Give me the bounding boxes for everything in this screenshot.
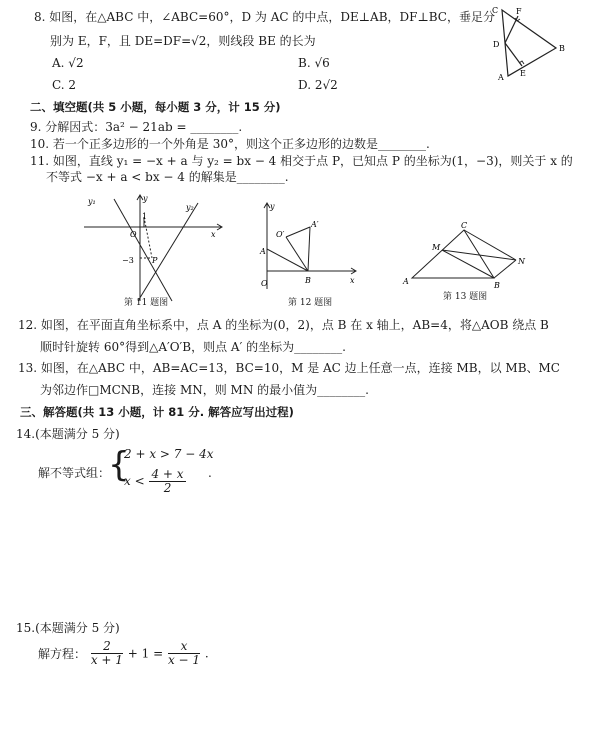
section2-title: 二、填空题(共 5 小题，每小题 3 分，计 15 分) xyxy=(30,100,281,114)
q8-label-d: D xyxy=(493,40,500,49)
q8-line1: 8. 如图，在△ABC 中，∠ABC=60°，D 为 AC 的中点，DE⊥AB，DF⊥BC，垂足分 xyxy=(34,10,495,24)
q14-ineq2-lhs: x < xyxy=(124,474,145,488)
q15-header: 15.(本题满分 5 分) xyxy=(16,621,120,635)
fig11-label-y1: y₁ xyxy=(88,197,96,206)
q14-brace: { xyxy=(108,445,130,485)
fig11-caption: 第 11 题图 xyxy=(124,298,169,308)
fig13-segment-bn xyxy=(494,260,516,278)
q15-fraction-2 xyxy=(168,640,200,667)
fig11-label-p: P xyxy=(152,256,158,265)
q8-label-c: C xyxy=(492,6,499,15)
q12-line2: 顺时针旋转 60°得到△A′O′B，则点 A′ 的坐标为________. xyxy=(40,340,346,354)
fig13-caption: 第 13 题图 xyxy=(443,292,488,302)
q15-prefix: 解方程： xyxy=(38,647,87,661)
q14-header: 14.(本题满分 5 分) xyxy=(16,427,120,441)
fig11-dash-vertical xyxy=(144,217,152,258)
fig13-label-b: B xyxy=(494,281,500,290)
fig11-graph xyxy=(80,193,230,313)
fig13-label-m: M xyxy=(432,243,441,252)
q11-line2: 不等式 −x + a < bx − 4 的解集是________. xyxy=(46,170,289,184)
fig11-label-minus3: −3 xyxy=(122,256,134,265)
fig12-label-y: y xyxy=(270,202,275,211)
q8-triangle-abc xyxy=(502,10,556,76)
fig11-label-y: y xyxy=(143,194,148,203)
q14-fraction-num: 4 + x xyxy=(151,467,184,481)
q11-line1: 11. 如图，直线 y₁ = −x + a 与 y₂ = bx − 4 相交于点 P，已知点 P 的坐标为(1，−3)，则关于 x 的 xyxy=(30,154,573,168)
fig12-segment-bap xyxy=(308,227,310,271)
q8-option-a: A. √2 xyxy=(52,56,84,70)
q9-text: 9. 分解因式：3a² − 21ab = ________. xyxy=(30,120,243,134)
fig13-graph xyxy=(398,220,538,290)
fig12-label-op: O′ xyxy=(276,230,285,239)
fig12-segment-bop xyxy=(286,237,308,271)
fig13-segment-mn xyxy=(442,250,516,260)
q14-fraction xyxy=(149,468,185,495)
fig12-segment-opap xyxy=(286,227,310,237)
fig12-label-a: A xyxy=(260,247,266,256)
q8-label-a: A xyxy=(498,73,504,82)
q8-option-d: D. 2√2 xyxy=(298,78,338,92)
fig11-label-x: x xyxy=(211,230,216,239)
fig11-label-o: O xyxy=(130,230,137,239)
fig12-segment-ab xyxy=(267,249,308,271)
q15-fraction-1-num: 2 xyxy=(91,640,123,654)
q14-prefix: 解不等式组： xyxy=(38,466,111,480)
q15-end: . xyxy=(204,646,209,661)
fig11-label-1: 1 xyxy=(142,212,148,221)
fig11-label-y2: y₂ xyxy=(186,203,194,212)
fig12-caption: 第 12 题图 xyxy=(288,298,333,308)
fig13-segment-mb xyxy=(442,250,494,278)
q15-mid: + 1 = xyxy=(127,646,164,661)
fig13-label-c: C xyxy=(461,221,468,230)
fig13-triangle-abc xyxy=(412,230,494,278)
q13-line2: 为邻边作□MCNB，连接 MN，则 MN 的最小值为________. xyxy=(40,383,369,397)
fig12-label-b: B xyxy=(305,276,311,285)
q12-line1: 12. 如图，在平面直角坐标系中，点 A 的坐标为(0，2)，点 B 在 x 轴上，AB=4，将△AOB 绕点 B xyxy=(18,318,549,332)
q14-ineq2 xyxy=(124,468,187,495)
q15-fraction-1-den: x + 1 xyxy=(90,653,123,667)
q8-label-e: E xyxy=(520,69,526,78)
q8-line2: 别为 E，F，且 DE=DF=√2，则线段 BE 的长为 xyxy=(50,34,316,48)
q8-option-b: B. √6 xyxy=(298,56,330,70)
q8-option-c: C. 2 xyxy=(52,78,77,92)
fig12-label-o: O xyxy=(261,279,268,288)
q8-label-f: F xyxy=(516,7,522,16)
fig12-label-x: x xyxy=(350,276,355,285)
fig13-label-n: N xyxy=(518,257,525,266)
q15-fraction-1 xyxy=(91,640,123,667)
fig13-segment-cn xyxy=(464,230,516,260)
q15-fraction-2-den: x − 1 xyxy=(167,653,201,667)
q8-label-b: B xyxy=(559,44,565,53)
q10-text: 10. 若一个正多边形的一个外角是 30°，则这个正多边形的边数是________. xyxy=(30,137,430,151)
fig13-label-a: A xyxy=(403,277,409,286)
q14-ineq1: 2 + x > 7 − 4x xyxy=(124,447,214,461)
q8-triangle-figure xyxy=(488,4,578,86)
q15-fraction-2-num: x xyxy=(168,640,200,654)
section3-title: 三、解答题(共 13 小题，计 81 分. 解答应写出过程) xyxy=(20,405,294,419)
q14-end: . xyxy=(208,466,212,480)
fig12-label-ap: A′ xyxy=(311,220,319,229)
q13-line1: 13. 如图，在△ABC 中，AB=AC=13，BC=10，M 是 AC 边上任意一点，连接 MB，以 MB、MC xyxy=(18,361,560,375)
fig12-graph xyxy=(252,199,362,294)
q15-equation xyxy=(38,640,209,667)
q14-fraction-den: 2 xyxy=(163,481,172,495)
